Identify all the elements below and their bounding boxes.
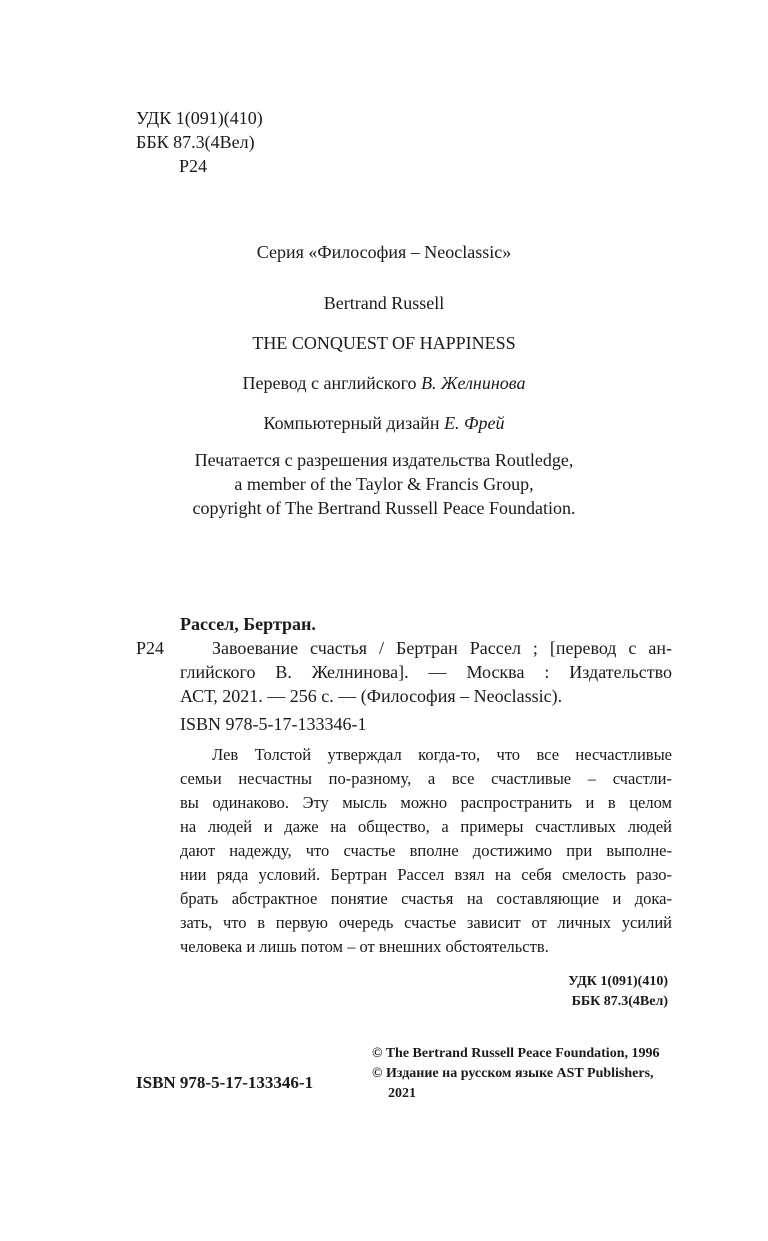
author-mark: Р24 <box>179 156 208 176</box>
designer-name: Е. Фрей <box>444 413 505 433</box>
design-credit <box>0 411 768 435</box>
catalog-udk: УДК 1(091)(410) <box>568 974 668 989</box>
abstract-line-3: вы одинаково. Эту мысль можно распространить и в целом <box>180 793 672 812</box>
copyright-edition-year: 2021 <box>388 1086 416 1101</box>
abstract-line-7: брать абстрактное понятие счастья на составляющие и дока- <box>180 889 672 908</box>
abstract-line-9: человека и лишь потом – от внешних обстоятельств. <box>180 937 549 956</box>
translation-credit <box>0 371 768 395</box>
original-author: Bertrand Russell <box>323 293 445 313</box>
copyright-foundation: © The Bertrand Russell Peace Foundation, 1996 <box>372 1046 660 1061</box>
catalog-bbk: ББК 87.3(4Вел) <box>571 994 668 1009</box>
catalog-description-line-3: АСТ, 2021. — 256 с. — (Философия – Neoclassic). <box>180 686 563 706</box>
catalog-isbn: ISBN 978-5-17-133346-1 <box>180 714 367 734</box>
translation-label: Перевод с английского <box>242 373 422 393</box>
abstract-line-8: зать, что в первую очередь счастье зависит от личных усилий <box>180 913 672 932</box>
abstract-line-5: дают надежду, что счастье вполне достижимо при выполне- <box>180 841 672 860</box>
permission-line-1: Печатается с разрешения издательства Routledge, <box>194 450 574 470</box>
design-label: Компьютерный дизайн <box>263 413 445 433</box>
bbk-code: ББК 87.3(4Вел) <box>136 132 255 152</box>
catalog-mark: Р24 <box>136 638 165 658</box>
footer-isbn: ISBN 978-5-17-133346-1 <box>136 1073 314 1092</box>
copyright-edition: © Издание на русском языке AST Publishers, <box>372 1066 654 1081</box>
catalog-description-line-1: Завоевание счастья / Бертран Рассел ; [перевод с ан- <box>212 638 672 658</box>
udk-code: УДК 1(091)(410) <box>136 108 263 128</box>
catalog-description-line-2: глийского В. Желнинова]. — Москва : Издательство <box>180 662 672 682</box>
permission-line-2: a member of the Taylor & Francis Group, <box>234 474 534 494</box>
abstract-line-1: Лев Толстой утверждал когда-то, что все несчастливые <box>212 745 672 764</box>
catalog-author-heading: Рассел, Бертран. <box>180 614 316 634</box>
original-title: THE CONQUEST OF HAPPINESS <box>252 333 516 353</box>
abstract-line-6: нии ряда условий. Бертран Рассел взял на себя смелость разо- <box>180 865 672 884</box>
abstract-line-2: семьи несчастны по-разному, а все счастливые – счастли- <box>180 769 672 788</box>
permission-line-3: copyright of The Bertrand Russell Peace Foundation. <box>192 498 576 518</box>
translator-name: В. Желнинова <box>421 373 526 393</box>
abstract-line-4: на людей и даже на общество, а примеры счастливых людей <box>180 817 672 836</box>
series-line: Серия «Философия – Neoclassic» <box>256 242 512 262</box>
